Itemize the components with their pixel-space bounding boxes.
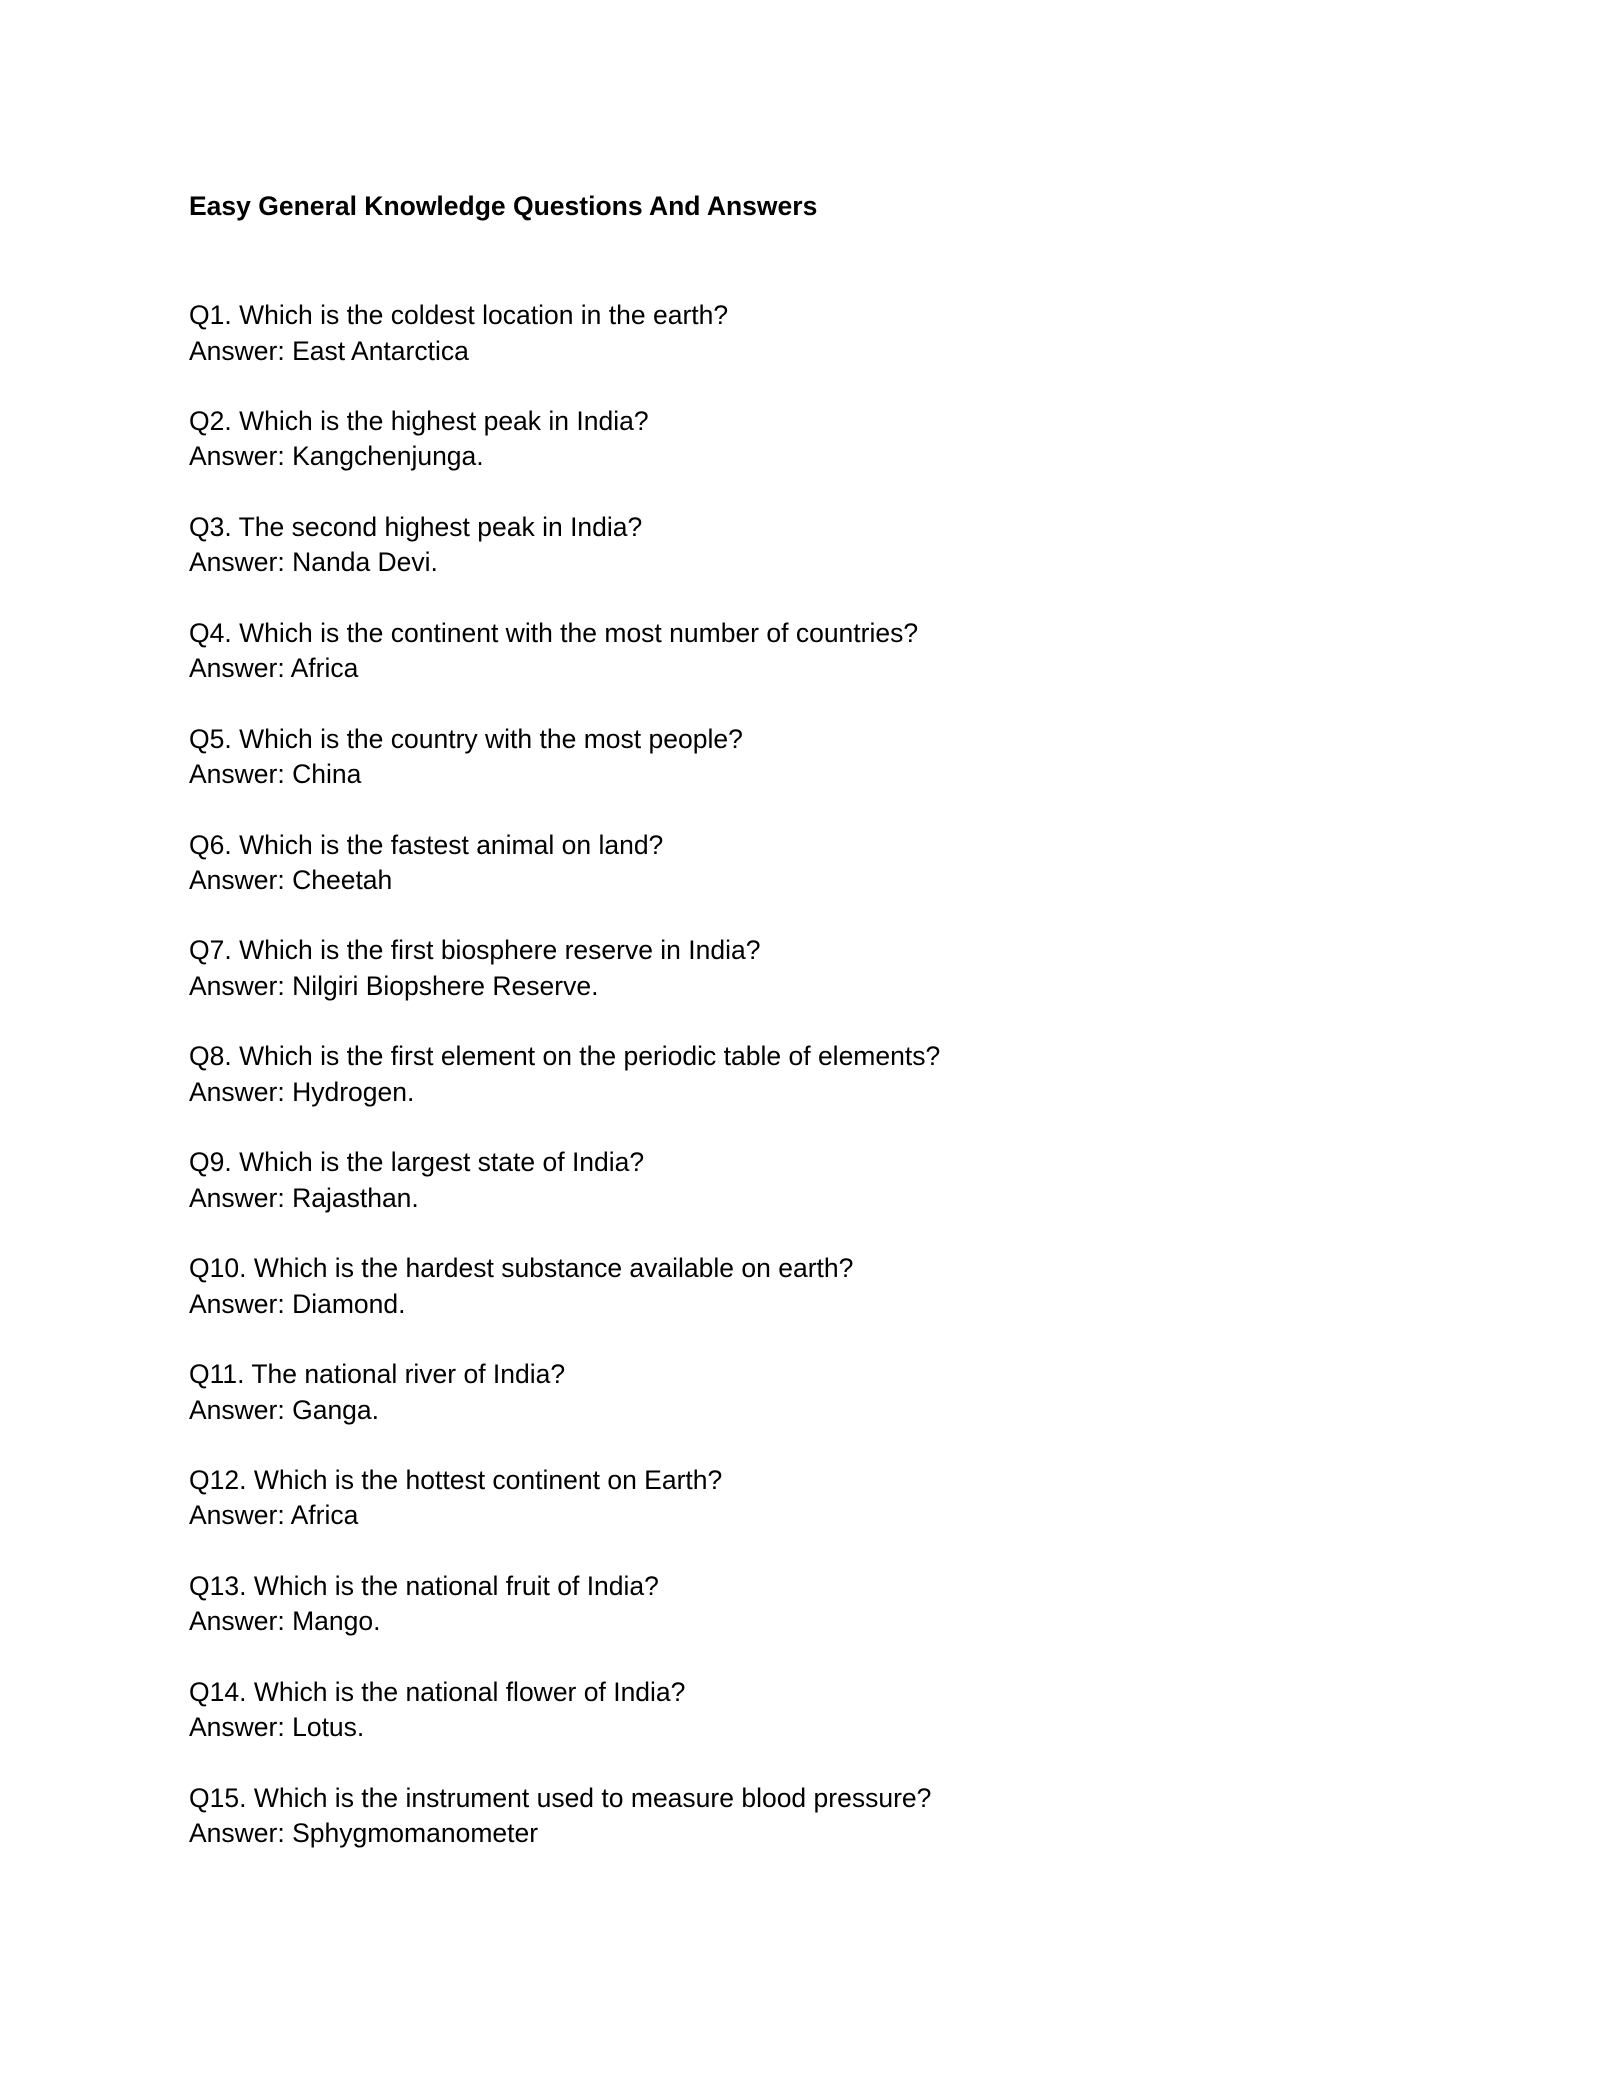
answer-text: Answer: Mango.: [189, 1606, 381, 1637]
qa-item: [189, 1569, 659, 1640]
answer-text: Answer: Diamond.: [189, 1288, 406, 1319]
question-text: Q6. Which is the fastest animal on land?: [189, 829, 664, 860]
qa-item: [189, 1463, 722, 1534]
qa-item: [189, 1781, 931, 1852]
question-text: Q15. Which is the instrument used to measure blood pressure?: [189, 1782, 932, 1813]
answer-text: Answer: East Antarctica: [189, 335, 469, 366]
question-text: Q9. Which is the largest state of India?: [189, 1147, 645, 1178]
answer-text: Answer: Hydrogen.: [189, 1076, 415, 1107]
qa-item: [189, 1145, 644, 1216]
answer-text: Answer: Cheetah: [189, 865, 393, 895]
qa-item: [189, 510, 642, 581]
qa-item: [189, 1251, 853, 1322]
question-text: Q12. Which is the hottest continent on Earth?: [189, 1464, 723, 1495]
question-text: Q1. Which is the coldest location in the earth?: [189, 300, 729, 330]
qa-item: [189, 722, 743, 793]
answer-text: Answer: Kangchenjunga.: [189, 441, 484, 472]
qa-item: [189, 1039, 940, 1110]
answer-text: Answer: Nilgiri Biopshere Reserve.: [189, 970, 599, 1001]
answer-text: Answer: Africa: [189, 653, 359, 684]
answer-text: Answer: Rajasthan.: [189, 1182, 419, 1213]
question-text: Q2. Which is the highest peak in India?: [189, 405, 649, 436]
question-text: Q13. Which is the national fruit of India?: [189, 1570, 659, 1601]
qa-item: [189, 298, 728, 369]
answer-text: Answer: Ganga.: [189, 1394, 380, 1425]
answer-text: Answer: Nanda Devi.: [189, 547, 438, 578]
qa-item: [189, 1357, 565, 1428]
answer-text: Answer: Sphygmomanometer: [189, 1818, 539, 1849]
qa-item: [189, 404, 649, 475]
qa-item: [189, 828, 663, 899]
question-text: Q4. Which is the continent with the most number of countries?: [189, 617, 919, 648]
qa-item: [189, 933, 760, 1004]
question-text: Q7. Which is the first biosphere reserve in India?: [189, 935, 761, 966]
qa-item: [189, 616, 918, 687]
answer-text: Answer: Africa: [189, 1500, 359, 1531]
question-text: Q3. The second highest peak in India?: [189, 511, 643, 542]
qa-item: [189, 1675, 685, 1746]
document-title: Easy General Knowledge Questions And Answers: [189, 191, 818, 221]
question-text: Q5. Which is the country with the most people?: [189, 723, 743, 754]
question-text: Q8. Which is the first element on the periodic table of elements?: [189, 1041, 941, 1072]
question-text: Q14. Which is the national flower of India?: [189, 1676, 686, 1707]
answer-text: Answer: China: [189, 759, 362, 790]
answer-text: Answer: Lotus.: [189, 1712, 365, 1743]
question-text: Q10. Which is the hardest substance available on earth?: [189, 1253, 854, 1284]
question-text: Q11. The national river of India?: [189, 1359, 566, 1389]
